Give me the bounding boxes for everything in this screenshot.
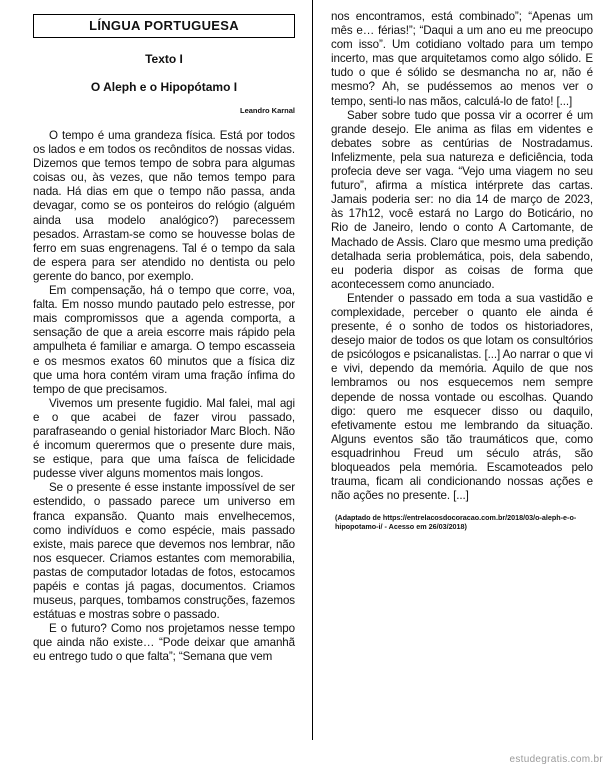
paragraph: O tempo é uma grandeza física. Está por todos os lados e em todos os recônditos de nossas vidas. Dizemos que temos tempo de sobra para algumas coisas ou, às vezes, que não temos tempo para nada. Há dias em que o tempo não passa, anda devagar, como se os ponteiros do relógio (alguém ainda usa modelo analógico?) parecessem pesados. Arrastam-se como se houvesse bolas de ferro em suas engrenagens. Tal é o tempo da sala de espera para ser atendido no dentista ou pelo gerente do banco, por exemplo. [33,129,295,283]
article-title: O Aleph e o Hipopótamo I [90,80,238,94]
author-name: Leandro Karnal [239,106,295,115]
source-citation: (Adaptado de https://entrelacosdocoracao.com.br/2018/03/o-aleph-e-o-hipopotamo-i/ - Acesso em 26/03/2018) [335,513,577,532]
left-body [33,129,295,665]
text-number-label: Texto I [145,52,183,66]
paragraph: E o futuro? Como nos projetamos nesse tempo que ainda não existe… “Pode deixar que amanhã eu entrego tudo o que falta”; “Semana que vem [33,622,295,664]
paragraph: Entender o passado em toda a sua vastidão e complexidade, perceber o quanto ele ainda é presente, é o sonho de todos os historiadores, desejo maior de todos os que lotam os consultórios de psicólogos e psicanalistas. [...] Ao narrar o que vi e vivi, dependo da memória. Aquilo de que nos lembramos ou nos esquecemos nem sempre depende de nossa vontade ou escolhas. Quando digo: quero me esquecer disso ou daquilo, efetivamente estou me lembrando da situação. Alguns eventos são tão traumáticos que, como esquadrinhou Freud um século atrás, são bloqueados pela memória. Escamoteados pelo trauma, ficam ali condicionando nossas ações e não ações no presente. [...] [331,291,593,503]
right-column [331,10,593,531]
paragraph: Em compensação, há o tempo que corre, voa, falta. Em nosso mundo pautado pelo estresse, por mais compromissos que a agenda comporta, a sensação de que a areia escorre mais rápido pela ampulheta é familiar e amarga. O tempo escasseia e os mesmos exatos 60 minutos que a física diz que uma hora contém viram uma fração ínfima do tempo de que precisamos. [33,284,295,396]
paragraph: Vivemos um presente fugidio. Mal falei, mal agi e o que acabei de fazer virou passado, parafraseando o genial historiador Marc Bloch. Não é incomum querermos que o presente dure mais, se estique, para que uma faísca de felicidade pudesse viver alguns momentos mais longos. [33,396,295,481]
left-column [33,14,295,665]
column-divider [312,0,313,740]
subject-header: LÍNGUA PORTUGUESA [33,14,295,38]
paragraph: Saber sobre tudo que possa vir a ocorrer é um grande desejo. Ele anima as filas em videntes e debates sobre as centúrias de Nostradamus. Infelizmente, pela sua natureza e deficiência, toda profecia deve ser vaga. “Vejo uma viagem no seu futuro”, afirma a mística intérprete das cartas. Jamais poderia ser: no dia 14 de março de 2023, às 17h12, você estará no Largo do Boticário, no Rio de Janeiro, lendo o conto A Cartomante, de Machado de Assis. Claro que mesmo uma predição detalhada seria problemática, pois, dela sabendo, eu poderia dispor as coisas de forma que acontecessem como anunciado. [331,108,593,291]
paragraph-continuation: nos encontramos, está combinado”; “Apenas um mês e… férias!”; “Daqui a um ano eu me preocupo com isso”. Um cotidiano voltado para um tempo incerto, mas que arquitetamos como algo sólido. E tudo o que é sólido se desmancha no ar, não é mesmo? Ah, se pudéssemos ao menos ver o tempo, senti-lo nas mãos, calculá-lo de fato! [...] [331,10,593,108]
site-watermark: estudegratis.com.br [509,754,603,765]
right-body [331,10,593,503]
paragraph: Se o presente é esse instante impossível de ser estendido, o passado parece um universo em franca expansão. Quanto mais envelhecemos, como indivíduos e como espécie, mais passado existe, mais parece que devemos nos lembrar, não nos esquecer. Criamos estantes com memorabilia, pastas de computador lotadas de fotos, estocamos papéis e contas já pagas, documentos. Criamos museus, parques, tombamos construções, fazemos estátuas e mostras sobre o passado. [33,481,295,622]
